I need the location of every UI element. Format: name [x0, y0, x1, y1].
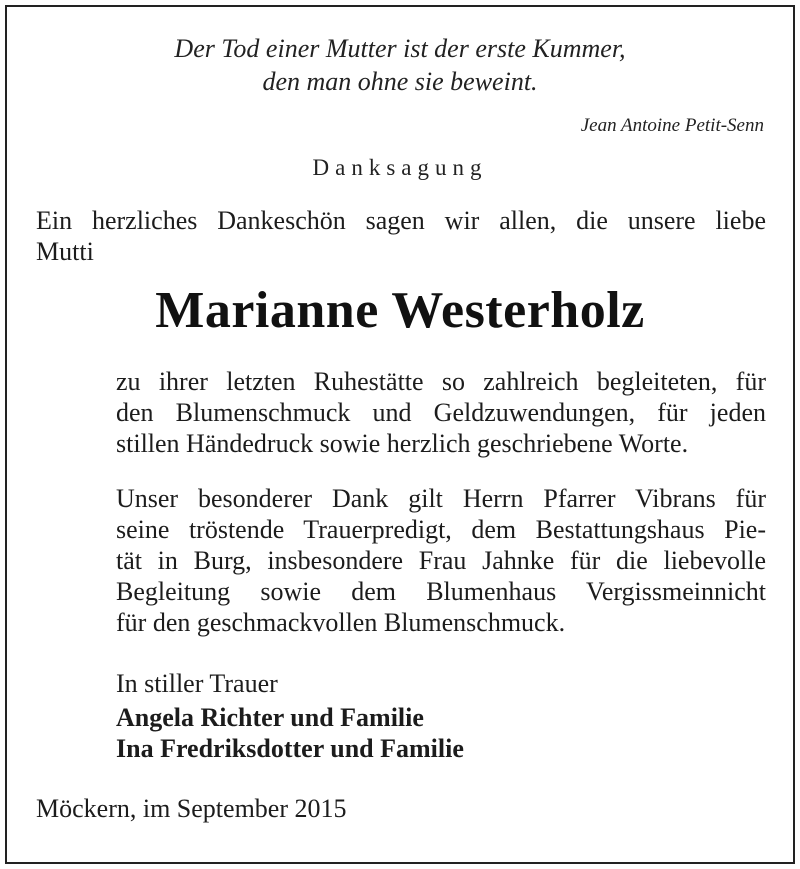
intro-line-2: Mutti — [36, 237, 94, 266]
paragraph-line: Begleitung sowie dem Blumenhaus Vergissmeinnicht — [116, 577, 766, 606]
quote-line-1: Der Tod einer Mutter ist der erste Kummer, — [174, 34, 626, 63]
intro-line-1: Ein herzliches Dankeschön sagen wir allen, die unsere liebe — [36, 206, 766, 235]
paragraph-line: Unser besonderer Dank gilt Herrn Pfarrer Vibrans für — [116, 484, 766, 513]
family-signature-2: Ina Fredriksdotter und Familie — [116, 734, 464, 763]
in-mourning-label: In stiller Trauer — [116, 669, 278, 698]
quote-line-2: den man ohne sie beweint. — [262, 67, 538, 96]
deceased-name: Marianne Westerholz — [155, 282, 645, 339]
quote-author: Jean Antoine Petit-Senn — [580, 115, 764, 136]
paragraph-line: seine tröstende Trauerpredigt, dem Bestattungshaus Pie- — [116, 515, 766, 544]
place-date: Möckern, im September 2015 — [36, 794, 347, 823]
paragraph-line: den Blumenschmuck und Geldzuwendungen, für jeden — [116, 398, 766, 427]
paragraph-line: tät in Burg, insbesondere Frau Jahnke für die liebevolle — [116, 546, 766, 575]
family-signature-1: Angela Richter und Familie — [116, 703, 424, 732]
paragraph-line: stillen Händedruck sowie herzlich geschriebene Worte. — [116, 429, 689, 458]
paragraph-line: für den geschmackvollen Blumenschmuck. — [116, 608, 566, 637]
paragraph-line: zu ihrer letzten Ruhestätte so zahlreich begleiteten, für — [116, 367, 766, 396]
heading-danksagung: Danksagung — [312, 155, 488, 180]
